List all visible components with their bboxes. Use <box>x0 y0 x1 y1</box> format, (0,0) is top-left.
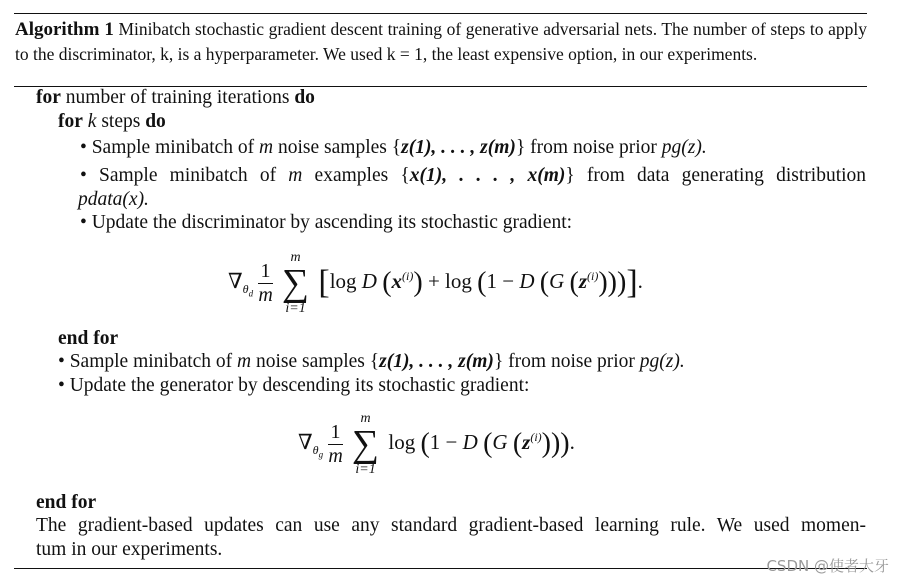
top-rule <box>14 13 867 14</box>
inner-for-line <box>58 110 166 134</box>
watermark: CSDN @使者大牙 <box>766 557 889 575</box>
m-variable: m <box>288 165 303 186</box>
noise-set: z(1), . . . , z(m) <box>401 137 516 158</box>
step-sample-data <box>80 164 866 188</box>
footer-text: The gradient-based updates can use any standard gradient-based learning rule. We used momen- <box>36 515 866 536</box>
bottom-rule <box>14 568 867 569</box>
step-sample-noise-2 <box>58 350 685 374</box>
inner-for-text: steps <box>101 111 141 132</box>
end-inner-for <box>58 327 118 351</box>
outer-for-line <box>36 86 315 110</box>
m-variable: m <box>259 137 274 158</box>
step-text: • Update the generator by descending its stochastic gradient: <box>58 375 530 396</box>
end-outer-for <box>36 491 96 515</box>
step-text: • Sample minibatch of <box>80 137 255 158</box>
footer-line-1 <box>36 514 866 538</box>
for-keyword: for <box>58 111 83 132</box>
generator-gradient-equation: $\nabla_{\theta_g}$ $\frac{1}{m}$ m ∑ i=1 log (1 − D (G $(z^{(i)})$)). <box>298 411 575 477</box>
noise-prior: pg(z). <box>661 137 707 158</box>
end-for-keyword: end for <box>58 328 119 349</box>
step-text: • Sample minibatch of <box>80 165 277 186</box>
step-text: noise samples { <box>256 351 380 372</box>
example-set: x(1), . . . , x(m) <box>409 165 566 186</box>
do-keyword: do <box>145 111 166 132</box>
one-over-m: $\frac{1}{m}$ <box>328 420 343 467</box>
algorithm-caption <box>15 17 867 66</box>
step-text: } from noise prior <box>493 351 635 372</box>
data-distribution <box>78 188 149 212</box>
step-text: } from data generating distribution <box>565 165 867 186</box>
step-text: } from noise prior <box>515 137 657 158</box>
discriminator-gradient-equation: $\nabla_{\theta_d}$ $\frac{1}{m}$ m ∑ i=1 [log D $(x^{(i)}) + \log (1 - D$ (G $(z^{(i)})$))]. <box>228 250 643 316</box>
end-for-keyword: end for <box>36 492 97 513</box>
step-text: • Sample minibatch of <box>58 351 233 372</box>
step-update-discriminator <box>80 211 572 235</box>
step-text: • Update the discriminator by ascending its stochastic gradient: <box>80 212 573 233</box>
k-variable: k <box>87 111 97 132</box>
summation: m ∑ i=1 <box>352 411 380 477</box>
footer-text: tum in our experiments. <box>36 539 223 560</box>
nabla-theta-d: $\nabla_{\theta_d}$ <box>228 268 254 299</box>
step-text: noise samples { <box>278 137 402 158</box>
step-update-generator <box>58 374 529 398</box>
step-text: examples { <box>314 165 410 186</box>
for-keyword: for <box>36 87 61 108</box>
summation: m ∑ i=1 <box>282 250 310 316</box>
one-over-m: $\frac{1}{m}$ <box>258 259 273 306</box>
nabla-theta-g: $\nabla_{\theta_g}$ <box>298 429 324 460</box>
step-sample-noise-1 <box>80 136 707 160</box>
m-variable: m <box>237 351 252 372</box>
footer-line-2 <box>36 538 222 562</box>
outer-for-text: number of training iterations <box>65 87 290 108</box>
noise-set: z(1), . . . , z(m) <box>379 351 494 372</box>
noise-prior: pg(z). <box>639 351 685 372</box>
do-keyword: do <box>294 87 315 108</box>
caption-text: Minibatch stochastic gradient descent training of generative adversarial nets. The number of steps to apply to the discriminator, k, is a hyperparameter. We used k = 1, the least expensive option, in our experiments. <box>15 19 868 64</box>
algorithm-label: Algorithm 1 <box>15 19 114 40</box>
pdata-text: pdata(x). <box>78 189 149 210</box>
